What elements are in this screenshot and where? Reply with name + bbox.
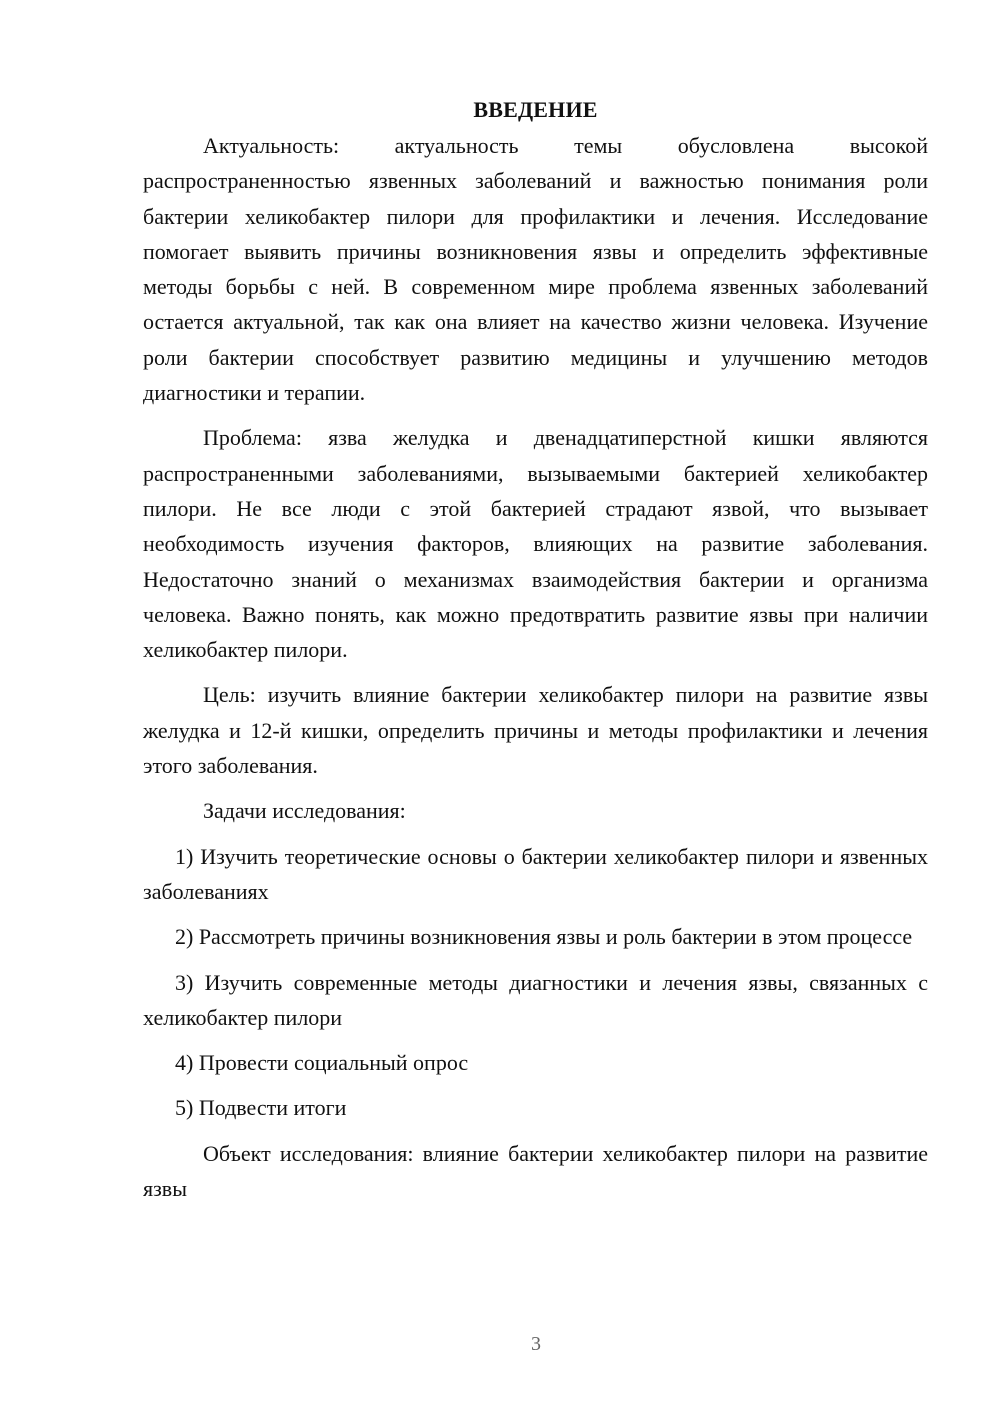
goal-paragraph: Цель: изучить влияние бактерии хеликобактер пилори на развитие язвы желудка и 12-й кишки, определить причины и методы профилактики и лечения этого заболевания. [143,682,928,779]
document-body [143,92,928,1206]
task-item: 5) Подвести итоги [175,1095,347,1121]
section-heading: ВВЕДЕНИЕ [473,97,598,122]
task-item: 1) Изучить теоретические основы о бактерии хеликобактер пилори и язвенных заболеваниях [143,843,928,904]
page-number: 3 [531,1333,541,1355]
task-item: 2) Рассмотреть причины возникновения язвы и роль бактерии в этом процессе [175,924,913,950]
problem-paragraph: Проблема: язва желудка и двенадцатиперстной кишки являются распространенными заболеваниями, вызываемыми бактерией хеликобактер пилори. Не все люди с этой бактерией страдают язвой, что вызывает необходимость изучения факторов, влияющих на развитие заболевания. Недостаточно знаний о механизмах взаимодействия бактерии и организма человека. Важно понять, как можно предотвратить развитие язвы при наличии хеликобактер пилори. [143,425,928,663]
tasks-heading: Задачи исследования: [203,798,406,824]
relevance-paragraph: Актуальность: актуальность темы обусловлена высокой распространенностью язвенных заболеваний и важностью понимания роли бактерии хеликобактер пилори для профилактики и лечения. Исследование помогает выявить причины возникновения язвы и определить эффективные методы борьбы с ней. В современном мире проблема язвенных заболеваний остается актуальной, так как она влияет на качество жизни человека. Изучение роли бактерии способствует развитию медицины и улучшению методов диагностики и терапии. [143,133,928,406]
object-paragraph: Объект исследования: влияние бактерии хеликобактер пилори на развитие язвы [143,1140,928,1202]
task-item: 3) Изучить современные методы диагностики и лечения язвы, связанных с хеликобактер пилори [143,969,928,1030]
task-item: 4) Провести социальный опрос [175,1050,469,1076]
